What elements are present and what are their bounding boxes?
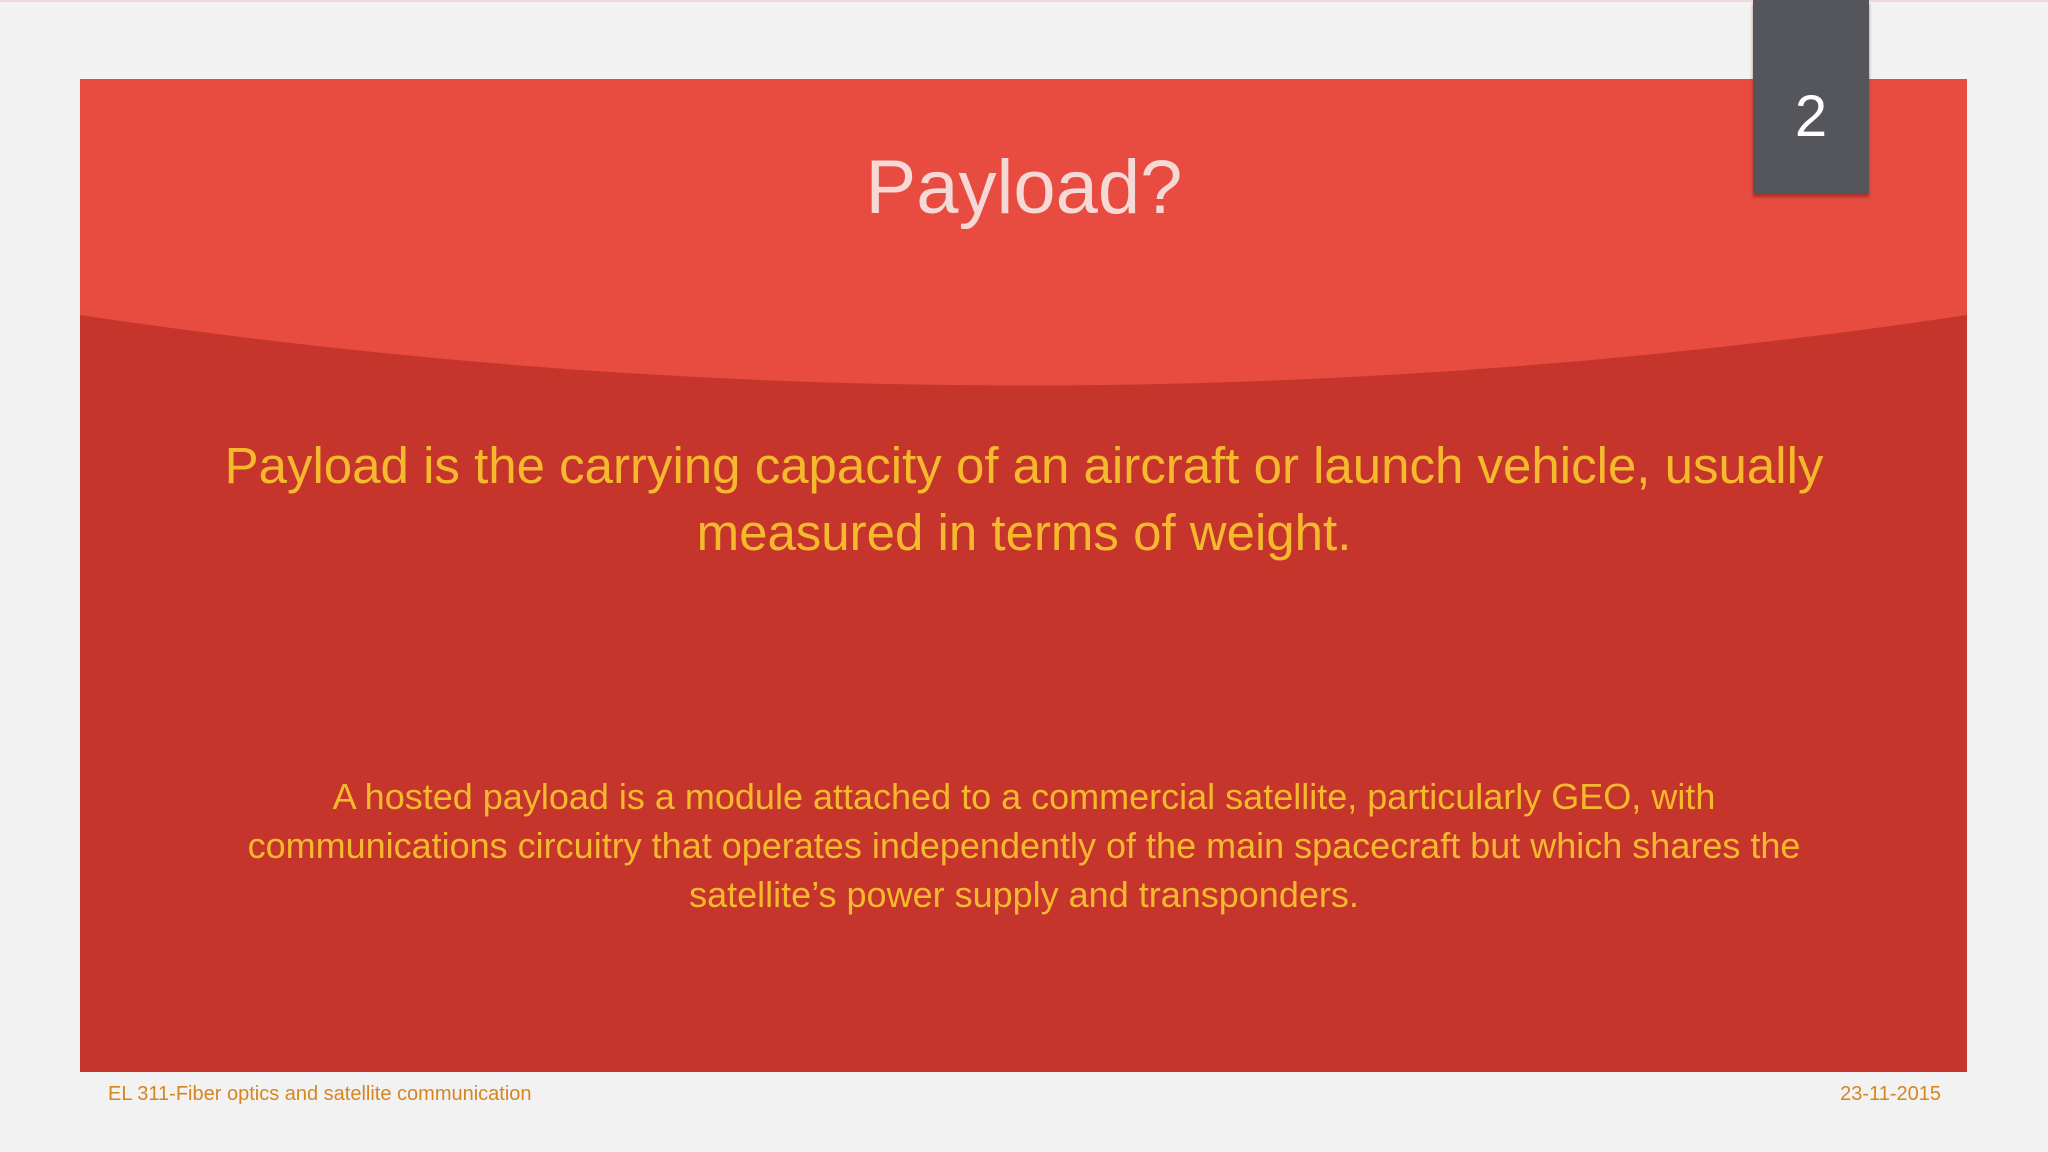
page-number: 2 [1794, 84, 1828, 149]
top-divider [0, 0, 2048, 2]
slide-title: Payload? [865, 145, 1183, 230]
date-footer: 23-11-2015 [1840, 1083, 1941, 1105]
course-footer: EL 311-Fiber optics and satellite communication [108, 1083, 532, 1105]
page-number-tab [1753, 0, 1869, 193]
hosted-payload-text: A hosted payload is a module attached to a commercial satellite, particularly GEO, with communications circuitry that operates independently of the main spacecraft but which shares the satellite’s power supply and transponders. [247, 776, 1801, 915]
main-definition-text: Payload is the carrying capacity of an aircraft or launch vehicle, usually measured in terms of weight. [224, 437, 1824, 561]
header-curved-band [80, 79, 1967, 386]
